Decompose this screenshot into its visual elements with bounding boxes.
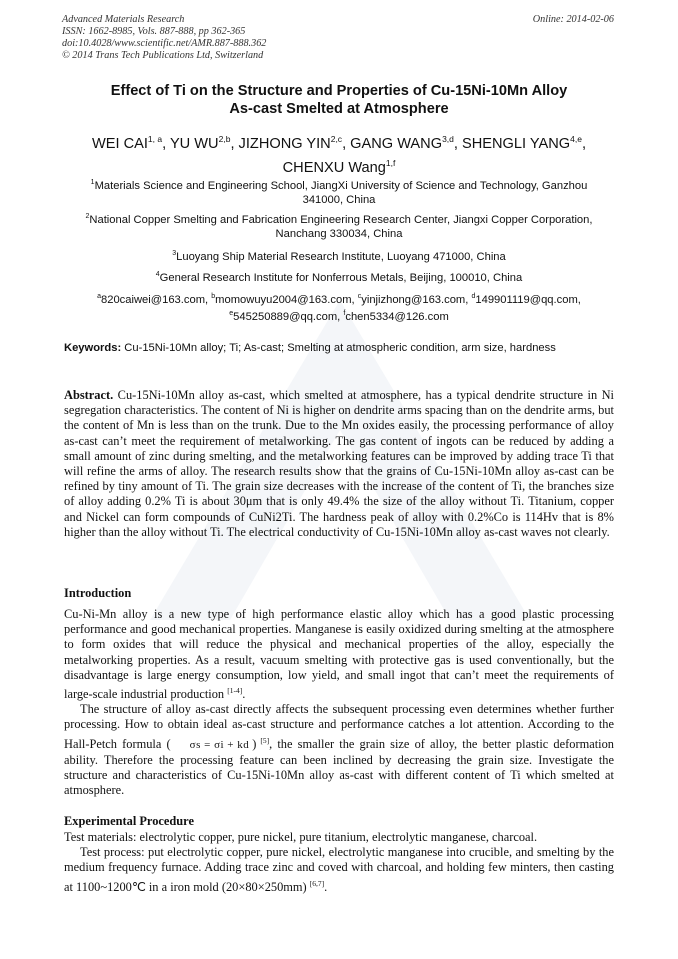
citation[interactable]: [1-4] <box>227 686 243 696</box>
abstract-label: Abstract. <box>64 388 114 402</box>
experimental-paragraph-2: Test process: put electrolytic copper, pure nickel, electrolytic manganese into crucible, and smelting by the medium frequency furnace. Adding trace zinc and coved with charcoal, and holding few minters, then casting at 1100~1200℃ in a iron mold (20×80×250mm) [6,7]. <box>64 845 614 894</box>
citation[interactable]: [5] <box>256 735 270 745</box>
doi-line: doi:10.4028/www.scientific.net/AMR.887-888.362 <box>62 38 267 49</box>
email-d[interactable]: 149901119@qq.com, <box>475 294 581 306</box>
keywords <box>64 341 616 355</box>
hall-petch-formula: σs = σi + kd <box>189 738 250 751</box>
email-e[interactable]: 545250889@qq.com, <box>233 311 344 323</box>
author: WEI CAI$^{1, a}$, <box>91 134 170 152</box>
section-heading-introduction: Introduction <box>64 586 132 600</box>
introduction-body <box>64 607 614 798</box>
intro-paragraph-2: The structure of alloy as-cast directly affects the subsequent processing even determines whether further processing. How to obtain ideal as-cast structure and performance catches a lot attention. According to the Hall-Petch formula ( σs = σi + kd ) [5], the smaller the grain size of alloy, the better plastic deformation ability. Therefore the processing feature can been inclined by decreasing the grain size. Investigate the structure and characteristics of Cu-15Ni-10Mn alloy as-cast with different content of Ti which smelted at atmosphere. <box>64 702 614 798</box>
keywords-text: Cu-15Ni-10Mn alloy; Ti; As-cast; Smelting at atmospheric condition, arm size, hardness <box>121 342 556 354</box>
journal-name: Advanced Materials Research <box>62 14 185 25</box>
experimental-paragraph-1: Test materials: electrolytic copper, pure nickel, pure titanium, electrolytic manganese, charcoal. <box>64 830 538 844</box>
email-list: $^a$820caiwei@163.com, $^b$momowuyu2004@163.com, $^c$yinjizhong@163.com, $^d$149901119@qq.com, $^e$545250889@qq.com, $^f$chen5334@126.com <box>97 293 581 323</box>
author: JIZHONG YIN$^{2,c}$, <box>238 134 351 152</box>
author: GANG WANG$^{3,d}$, <box>350 134 462 152</box>
email-b[interactable]: momowuyu2004@163.com, <box>215 294 358 306</box>
paper-title <box>60 82 618 118</box>
intro-paragraph-1: Cu-Ni-Mn alloy is a new type of high performance elastic alloy which has a good plastic processing performance and good mechanical properties. Manganese is easily oxidized during smelting at the atmosphere to form oxides that will reduce the physical and mechanical properties of the alloy, especially the metalworking properties. As a result, vacuum smelting with protective gas is used conventionally, but the disadvantage is large energy consumption, low yield, and small ingot that can’t meet the requirements of large-scale industrial production [1-4]. <box>64 607 614 702</box>
online-date: Online: 2014-02-06 <box>532 14 614 25</box>
author-list <box>56 130 622 177</box>
copyright-line: © 2014 Trans Tech Publications Ltd, Switzerland <box>62 50 264 61</box>
author: YU WU$^{2,b}$, <box>169 134 239 152</box>
abstract-text: Cu-15Ni-10Mn alloy as-cast, which smelted at atmosphere, has a typical dendrite structure in Ni segregation characteristics. The content of Ni is higher on dendrite arms spacing than on the dendrite arms, but the content of Mn is less than on the trunk. Due to the Mn oxides easily, the processing performance of alloy as-cast can’t meet the requirement of metalworking. The gas content of ingots can be reduced by adding a small amount of zinc during smelting, and the metalworking features can be improved by adding trace Ti that will refine the arms of alloy. The research results show that the grains of Cu-15Ni-10Mn alloy as-cast can be refined by tiny amount of Ti. The grain size decreases with the increase of the content of Ti, the branches size of alloy adding 0.2% Ti is about 30μm that is only 49.4% the size of the alloy without Ti. Titanium, copper and Nickel can form compounds of CuNi2Ti. The hardness peak of alloy with 0.2%Co is 114Hv that is 8% higher than the alloy without Ti. The electrical conductivity of Cu-15Ni-10Mn alloy as-cast waves not clearly. <box>64 388 614 539</box>
affiliation-2: $^2$National Copper Smelting and Fabrication Engineering Research Center, Jiangxi Copper Corporation, Nanchang 330034, China <box>85 213 593 240</box>
affiliation-3: $^3$Luoyang Ship Material Research Institute, Luoyang 471000, China <box>172 250 506 263</box>
email-f[interactable]: chen5334@126.com <box>345 311 449 323</box>
issn-line: ISSN: 1662-8985, Vols. 887-888, pp 362-365 <box>62 26 246 37</box>
email-c[interactable]: yinjizhong@163.com, <box>361 294 472 306</box>
affiliation-4: $^4$General Research Institute for Nonferrous Metals, Beijing, 100010, China <box>155 271 523 284</box>
affiliation-1: $^1$Materials Science and Engineering School, JiangXi University of Science and Technology, Ganzhou 341000, China <box>90 179 588 206</box>
keywords-label: Keywords: <box>64 342 122 354</box>
experimental-body <box>64 830 614 895</box>
citation[interactable]: [6,7] <box>309 878 325 888</box>
title-line-1: Effect of Ti on the Structure and Properties of Cu-15Ni-10Mn Alloy <box>110 83 568 99</box>
title-line-2: As-cast Smelted at Atmosphere <box>229 101 449 117</box>
author: CHENXU Wang$^{1,f}$ <box>282 157 396 176</box>
abstract <box>64 388 614 540</box>
section-heading-experimental: Experimental Procedure <box>64 814 194 828</box>
journal-header <box>62 14 266 62</box>
author: SHENGLI YANG$^{4,e}$, <box>462 134 587 152</box>
email-a[interactable]: 820caiwei@163.com, <box>101 294 212 306</box>
